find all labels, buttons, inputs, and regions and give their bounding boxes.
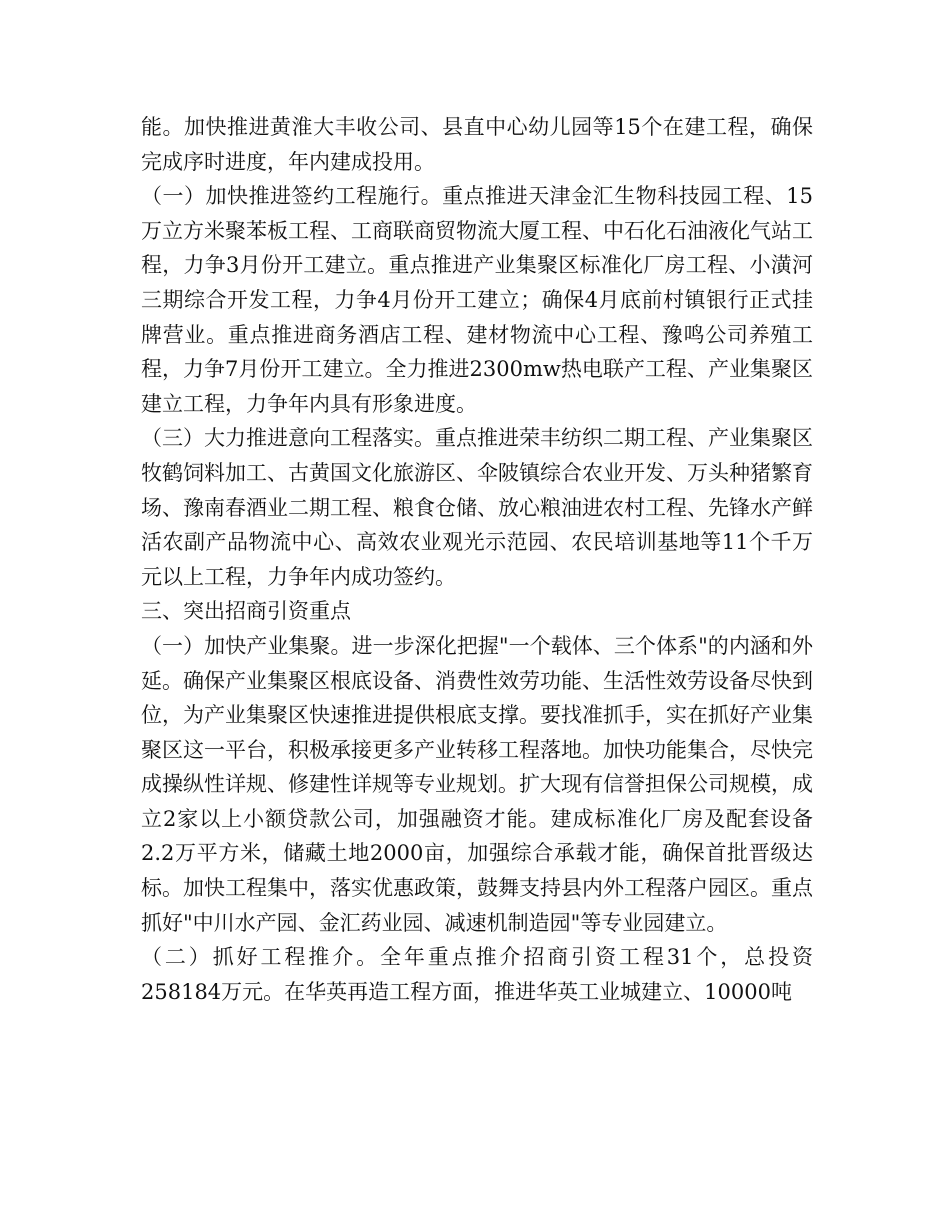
paragraph-intended-projects: （三）大力推进意向工程落实。重点推进荣丰纺织二期工程、产业集聚区牧鹤饲料加工、古黄国文化旅游区、伞陂镇综合农业开发、万头种猪繁育场、豫南春酒业二期工程、粮食仓储、放心粮油进农村工程、先锋水产鲜活农副产品物流中心、高效农业观光示范园、农民培训基地等11个千万元以上工程，力争年内成功签约。 [141, 426, 813, 589]
paragraph-continuation: 能。加快推进黄淮大丰收公司、县直中心幼儿园等15个在建工程，确保完成序时进度，年内建成投用。 [141, 115, 813, 174]
paragraph-signed-projects: （一）加快推进签约工程施行。重点推进天津金汇生物科技园工程、15万立方米聚苯板工程、工商联商贸物流大厦工程、中石化石油液化气站工程，力争3月份开工建立。重点推进产业集聚区标准化厂房工程、小潢河三期综合开发工程，力争4月份开工建立；确保4月底前村镇银行正式挂牌营业。重点推进商务酒店工程、建材物流中心工程、豫鸣公司养殖工程，力争7月份开工建立。全力推进2300mw热电联产工程、产业集聚区建立工程，力争年内具有形象进度。 [141, 184, 813, 416]
section-heading: 三、突出招商引资重点 [141, 599, 351, 624]
paragraph-project-promotion: （二）抓好工程推介。全年重点推介招商引资工程31个，总投资258184万元。在华英再造工程方面，推进华英工业城建立、10000吨 [141, 945, 813, 1004]
document-body [141, 110, 813, 1009]
paragraph-industry-cluster: （一）加快产业集聚。进一步深化把握"一个载体、三个体系"的内涵和外延。确保产业集聚区根底设备、消费性效劳功能、生活性效劳设备尽快到位，为产业集聚区快速推进提供根底支撑。要找准抓手，实在抓好产业集聚区这一平台，积极承接更多产业转移工程落地。加快功能集合，尽快完成操纵性详规、修建性详规等专业规划。扩大现有信誉担保公司规模，成立2家以上小额贷款公司，加强融资才能。建成标准化厂房及配套设备2.2万平方米，储藏土地2000亩，加强综合承载才能，确保首批晋级达标。加快工程集中，落实优惠政策，鼓舞支持县内外工程落户园区。重点抓好"中川水产园、金汇药业园、减速机制造园"等专业园建立。 [141, 633, 813, 935]
